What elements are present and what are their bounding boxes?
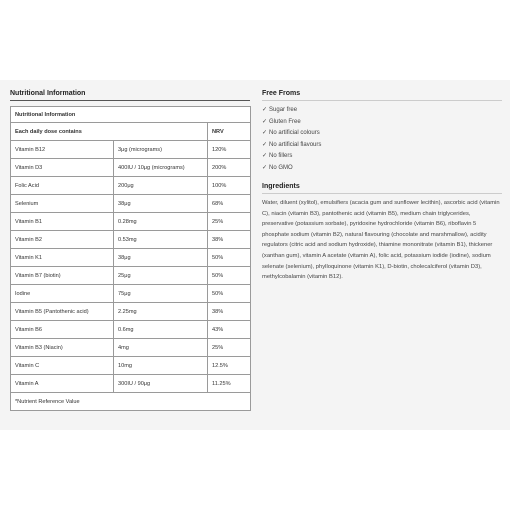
free-from-item <box>262 105 502 117</box>
table-row <box>11 159 251 177</box>
nutrient-amount: 4mg <box>114 339 208 357</box>
nutrient-amount: 200μg <box>114 177 208 195</box>
nutrient-nrv: 50% <box>208 285 251 303</box>
table-row <box>11 339 251 357</box>
nutrient-nrv: 120% <box>208 141 251 159</box>
nutrient-nrv: 38% <box>208 231 251 249</box>
free-from-item <box>262 151 502 163</box>
table-row <box>11 321 251 339</box>
nutrition-section-title: Nutritional Information <box>10 90 250 101</box>
check-icon: ✓ <box>262 130 268 136</box>
nutrient-amount: 0.6mg <box>114 321 208 339</box>
nutrient-amount: 300IU / 90μg <box>114 375 208 393</box>
nutrition-table-title: Nutritional Information <box>11 107 251 123</box>
nutrient-name: Vitamin B12 <box>11 141 114 159</box>
table-row <box>11 231 251 249</box>
nutrient-name: Selenium <box>11 195 114 213</box>
table-footnote-row <box>11 393 251 411</box>
nutrient-amount: 38μg <box>114 195 208 213</box>
free-from-list <box>262 105 502 178</box>
nutrient-name: Iodine <box>11 285 114 303</box>
free-from-label: No artificial colours <box>269 130 320 136</box>
nutrient-amount: 2.25mg <box>114 303 208 321</box>
nutrient-name: Vitamin B2 <box>11 231 114 249</box>
side-info <box>262 90 502 283</box>
nutrient-nrv: 43% <box>208 321 251 339</box>
nutrient-amount: 3μg (micrograms) <box>114 141 208 159</box>
check-icon: ✓ <box>262 118 268 125</box>
free-from-item <box>262 117 502 129</box>
nutrient-nrv: 68% <box>208 195 251 213</box>
nutrient-name: Vitamin D3 <box>11 159 114 177</box>
nutrition-section <box>10 90 250 411</box>
nutrient-amount: 38μg <box>114 249 208 267</box>
nutrient-nrv: 50% <box>208 249 251 267</box>
table-row <box>11 141 251 159</box>
nutrient-name: Vitamin K1 <box>11 249 114 267</box>
table-row <box>11 213 251 231</box>
nutrient-nrv: 200% <box>208 159 251 177</box>
free-from-title: Free Froms <box>262 90 502 101</box>
table-row <box>11 303 251 321</box>
table-row <box>11 177 251 195</box>
free-from-item <box>262 128 502 140</box>
nutrient-footnote: *Nutrient Reference Value <box>11 393 251 411</box>
free-from-item <box>262 140 502 152</box>
nutrient-amount: 25μg <box>114 267 208 285</box>
free-from-label: No GMO <box>269 164 293 171</box>
ingredients-text: Water, diluent (xylitol), emulsifiers (acacia gum and sunflower lecithin), ascorbic acid (vitamin C), niacin (vitamin B3), pantothenic acid (vitamin B5), medium chain triglycerides, preservative (potassium sorbate), pyridoxine hydrochloride (vitamin B6), riboflavin 5 phosphate sodium (vitamin B2), natural flavouring (chocolate and marshmallow), acidity regulators (citric acid and sodium hydroxide), thiamine mononitrate (vitamin B1), thickener (xanthan gum), vitamin A acetate (vitamin A), folic acid, potassium iodide (iodine), sodium selenate (selenium), phylloquinone (vitamin K1), D-biotin, cholecalciferol (vitamin D3), methylcobalamin (vitamin B12). <box>262 200 500 281</box>
nutrition-header-nrv: NRV <box>208 123 251 141</box>
nutrient-name: Folic Acid <box>11 177 114 195</box>
nutrition-table <box>10 106 251 411</box>
nutrient-nrv: 50% <box>208 267 251 285</box>
nutrient-name: Vitamin A <box>11 375 114 393</box>
nutrition-table-title-row <box>11 107 251 123</box>
check-icon: ✓ <box>262 107 268 113</box>
nutrient-name: Vitamin C <box>11 357 114 375</box>
nutrient-amount: 400IU / 10μg (micrograms) <box>114 159 208 177</box>
table-row <box>11 267 251 285</box>
nutrient-amount: 0.53mg <box>114 231 208 249</box>
ingredients-title: Ingredients <box>262 183 502 194</box>
table-row <box>11 195 251 213</box>
table-row <box>11 375 251 393</box>
free-from-item <box>262 163 502 175</box>
free-from-label: Gluten Free <box>269 118 301 125</box>
table-row <box>11 357 251 375</box>
check-icon: ✓ <box>262 164 268 171</box>
nutrient-name: Vitamin B5 (Pantothenic acid) <box>11 303 114 321</box>
nutrient-nrv: 100% <box>208 177 251 195</box>
free-from-label: No artificial flavours <box>269 141 322 148</box>
nutrient-nrv: 25% <box>208 339 251 357</box>
nutrient-nrv: 12.5% <box>208 357 251 375</box>
free-from-label: No fillers <box>269 153 293 159</box>
nutrient-nrv: 11.25% <box>208 375 251 393</box>
nutrient-amount: 75μg <box>114 285 208 303</box>
nutrient-nrv: 25% <box>208 213 251 231</box>
nutrient-amount: 0.28mg <box>114 213 208 231</box>
nutrient-name: Vitamin B1 <box>11 213 114 231</box>
check-icon: ✓ <box>262 153 268 159</box>
nutrition-table-header-row <box>11 123 251 141</box>
nutrient-name: Vitamin B6 <box>11 321 114 339</box>
nutrition-header-label: Each daily dose contains <box>11 123 208 141</box>
table-row <box>11 249 251 267</box>
nutrient-name: Vitamin B3 (Niacin) <box>11 339 114 357</box>
table-row <box>11 285 251 303</box>
nutrient-amount: 10mg <box>114 357 208 375</box>
check-icon: ✓ <box>262 141 268 148</box>
nutrient-nrv: 38% <box>208 303 251 321</box>
free-from-label: Sugar free <box>269 107 298 113</box>
nutrient-name: Vitamin B7 (biotin) <box>11 267 114 285</box>
